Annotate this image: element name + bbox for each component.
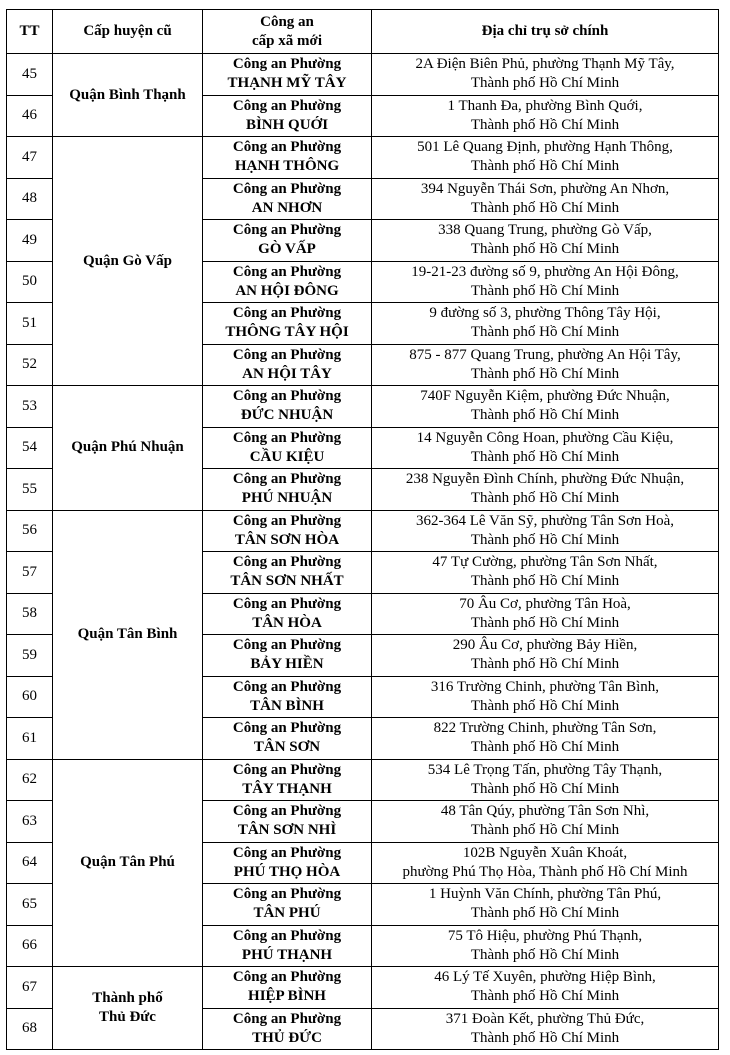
row-number: 50 [7, 261, 53, 303]
address-line-1: 290 Âu Cơ, phường Bảy Hiền, [452, 637, 638, 654]
header-unit-line2: cấp xã mới [252, 32, 322, 49]
address-line-2: Thành phố Hồ Chí Minh [470, 75, 620, 92]
new-police-unit-cell [203, 303, 372, 345]
headquarters-address-cell [372, 635, 719, 677]
unit-prefix: Công an Phường [232, 346, 342, 363]
address-line-1: 740F Nguyễn Kiệm, phường Đức Nhuận, [420, 388, 670, 405]
unit-prefix: Công an Phường [232, 471, 342, 488]
unit-prefix: Công an Phường [232, 803, 342, 820]
address-line-1: 394 Nguyễn Thái Sơn, phường An Nhơn, [420, 180, 670, 197]
address-line-2: Thành phố Hồ Chí Minh [470, 573, 620, 590]
address-line-2: Thành phố Hồ Chí Minh [470, 158, 620, 175]
row-number: 49 [7, 220, 53, 262]
address-line-1: 75 Tô Hiệu, phường Phú Thạnh, [447, 927, 643, 944]
unit-ward-name: TÂN SƠN NHẤT [230, 573, 344, 590]
table-row [7, 510, 719, 552]
row-number: 52 [7, 344, 53, 386]
headquarters-address-cell [372, 95, 719, 137]
address-line-1: 2A Điện Biên Phủ, phường Thạnh Mỹ Tây, [415, 56, 675, 73]
new-police-unit-cell [203, 386, 372, 428]
new-police-unit-cell [203, 635, 372, 677]
headquarters-address-cell [372, 220, 719, 262]
address-line-1: 46 Lý Tế Xuyên, phường Hiệp Bình, [434, 969, 656, 986]
unit-ward-name: TÂY THẠNH [242, 780, 332, 797]
unit-ward-name: TÂN BÌNH [250, 697, 324, 714]
unit-prefix: Công an Phường [232, 678, 342, 695]
table-row [7, 386, 719, 428]
address-line-1: 875 - 877 Quang Trung, phường An Hội Tây, [409, 346, 681, 363]
table-row [7, 137, 719, 179]
row-number: 61 [7, 718, 53, 760]
row-number: 60 [7, 676, 53, 718]
unit-ward-name: TÂN SƠN HÒA [234, 531, 340, 548]
unit-prefix: Công an Phường [232, 1010, 342, 1027]
address-line-1: 338 Quang Trung, phường Gò Vấp, [438, 222, 652, 239]
headquarters-address-cell [372, 759, 719, 801]
unit-ward-name: HẠNH THÔNG [234, 158, 340, 175]
address-line-2: Thành phố Hồ Chí Minh [470, 697, 620, 714]
address-line-2: Thành phố Hồ Chí Minh [470, 739, 620, 756]
unit-prefix: Công an Phường [232, 720, 342, 737]
address-line-1: 47 Tự Cường, phường Tân Sơn Nhất, [432, 554, 658, 571]
address-line-2: Thành phố Hồ Chí Minh [470, 365, 620, 382]
address-line-2: Thành phố Hồ Chí Minh [470, 241, 620, 258]
unit-prefix: Công an Phường [232, 305, 342, 322]
address-line-1: 316 Trường Chinh, phường Tân Bình, [430, 678, 660, 695]
address-line-2: Thành phố Hồ Chí Minh [470, 282, 620, 299]
old-district-cell [53, 759, 203, 967]
unit-prefix: Công an Phường [232, 388, 342, 405]
unit-prefix: Công an Phường [232, 139, 342, 156]
address-line-1: 9 đường số 3, phường Thông Tây Hội, [429, 305, 661, 322]
new-police-unit-cell [203, 967, 372, 1009]
old-district-name: Thủ Đức [99, 1009, 156, 1025]
row-number: 48 [7, 178, 53, 220]
row-number: 46 [7, 95, 53, 137]
table-row [7, 54, 719, 96]
unit-ward-name: CẦU KIỆU [249, 448, 325, 465]
header-unit [203, 10, 372, 54]
address-line-2: Thành phố Hồ Chí Minh [470, 490, 620, 507]
headquarters-address-cell [372, 718, 719, 760]
new-police-unit-cell [203, 54, 372, 96]
headquarters-address-cell [372, 925, 719, 967]
unit-ward-name: TÂN PHÚ [253, 905, 321, 922]
unit-prefix: Công an Phường [232, 761, 342, 778]
unit-prefix: Công an Phường [232, 886, 342, 903]
headquarters-address-cell [372, 801, 719, 843]
address-line-1: 1 Huỳnh Văn Chính, phường Tân Phú, [428, 886, 662, 903]
row-number: 58 [7, 593, 53, 635]
headquarters-address-cell [372, 552, 719, 594]
row-number: 55 [7, 469, 53, 511]
address-line-1: 48 Tân Qúy, phường Tân Sơn Nhì, [440, 803, 650, 820]
new-police-unit-cell [203, 95, 372, 137]
old-district-name: Quận Gò Vấp [83, 252, 172, 269]
old-district-cell [53, 967, 203, 1050]
new-police-unit-cell [203, 676, 372, 718]
address-line-1: 501 Lê Quang Định, phường Hạnh Thông, [417, 139, 673, 156]
new-police-unit-cell [203, 137, 372, 179]
address-line-2: Thành phố Hồ Chí Minh [470, 946, 620, 963]
headquarters-address-cell [372, 427, 719, 469]
row-number: 53 [7, 386, 53, 428]
old-district-cell [53, 137, 203, 386]
address-line-2: Thành phố Hồ Chí Minh [470, 822, 620, 839]
unit-prefix: Công an Phường [232, 637, 342, 654]
unit-ward-name: PHÚ THẠNH [241, 946, 333, 963]
address-line-1: 238 Nguyễn Đình Chính, phường Đức Nhuận, [405, 471, 685, 488]
row-number: 64 [7, 842, 53, 884]
address-line-1: 14 Nguyễn Công Hoan, phường Cầu Kiệu, [416, 429, 674, 446]
old-district-name: Quận Bình Thạnh [69, 86, 186, 103]
unit-ward-name: AN HỘI TÂY [242, 365, 332, 382]
old-district-name: Thành phố [92, 990, 163, 1006]
new-police-unit-cell [203, 718, 372, 760]
row-number: 47 [7, 137, 53, 179]
address-line-1: 102B Nguyễn Xuân Khoát, [462, 844, 628, 861]
header-unit-line1: Công an [260, 13, 314, 30]
unit-prefix: Công an Phường [232, 222, 342, 239]
row-number: 67 [7, 967, 53, 1009]
new-police-unit-cell [203, 842, 372, 884]
address-line-2: Thành phố Hồ Chí Minh [470, 531, 620, 548]
row-number: 59 [7, 635, 53, 677]
headquarters-address-cell [372, 344, 719, 386]
old-district-name: Quận Tân Phú [80, 854, 175, 871]
unit-prefix: Công an Phường [232, 595, 342, 612]
unit-ward-name: TÂN SƠN [253, 739, 321, 756]
unit-prefix: Công an Phường [232, 512, 342, 529]
address-line-2: Thành phố Hồ Chí Minh [470, 199, 620, 216]
row-number: 68 [7, 1008, 53, 1050]
address-line-2: Thành phố Hồ Chí Minh [470, 448, 620, 465]
unit-prefix: Công an Phường [232, 429, 342, 446]
address-line-2: Thành phố Hồ Chí Minh [470, 656, 620, 673]
old-district-name: Quận Phú Nhuận [71, 439, 184, 456]
old-district-cell [53, 54, 203, 137]
header-tt: TT [7, 10, 53, 54]
unit-ward-name: AN HỘI ĐÔNG [235, 282, 339, 299]
new-police-unit-cell [203, 344, 372, 386]
address-line-1: 19-21-23 đường số 9, phường An Hội Đông, [411, 263, 679, 280]
new-police-unit-cell [203, 469, 372, 511]
new-police-unit-cell [203, 261, 372, 303]
new-police-unit-cell [203, 427, 372, 469]
headquarters-address-cell [372, 967, 719, 1009]
headquarters-address-cell [372, 386, 719, 428]
new-police-unit-cell [203, 593, 372, 635]
police-units-table [6, 9, 719, 1050]
headquarters-address-cell [372, 261, 719, 303]
unit-prefix: Công an Phường [232, 56, 342, 73]
headquarters-address-cell [372, 1008, 719, 1050]
address-line-2: Thành phố Hồ Chí Minh [470, 988, 620, 1005]
headquarters-address-cell [372, 469, 719, 511]
row-number: 62 [7, 759, 53, 801]
old-district-name: Quận Tân Bình [77, 626, 178, 642]
unit-ward-name: ĐỨC NHUẬN [240, 407, 334, 424]
row-number: 57 [7, 552, 53, 594]
unit-ward-name: BÌNH QUỚI [245, 116, 329, 133]
row-number: 51 [7, 303, 53, 345]
unit-ward-name: THỦ ĐỨC [252, 1029, 322, 1046]
unit-ward-name: THÔNG TÂY HỘI [225, 324, 349, 341]
new-police-unit-cell [203, 759, 372, 801]
unit-ward-name: HIỆP BÌNH [248, 988, 326, 1005]
unit-ward-name: AN NHƠN [251, 199, 323, 216]
new-police-unit-cell [203, 925, 372, 967]
row-number: 66 [7, 925, 53, 967]
address-line-1: 371 Đoàn Kết, phường Thủ Đức, [445, 1010, 645, 1027]
address-line-2: Thành phố Hồ Chí Minh [470, 1029, 620, 1046]
row-number: 45 [7, 54, 53, 96]
headquarters-address-cell [372, 676, 719, 718]
address-line-2: Thành phố Hồ Chí Minh [470, 116, 620, 133]
row-number: 56 [7, 510, 53, 552]
unit-ward-name: GÒ VẤP [258, 241, 316, 258]
unit-ward-name: TÂN SƠN NHÌ [237, 822, 337, 839]
headquarters-address-cell [372, 178, 719, 220]
address-line-1: 822 Trường Chinh, phường Tân Sơn, [433, 720, 657, 737]
unit-ward-name: PHÚ NHUẬN [241, 490, 333, 507]
unit-prefix: Công an Phường [232, 969, 342, 986]
address-line-1: 534 Lê Trọng Tấn, phường Tây Thạnh, [427, 761, 663, 778]
address-line-2: Thành phố Hồ Chí Minh [470, 407, 620, 424]
row-number: 63 [7, 801, 53, 843]
new-police-unit-cell [203, 1008, 372, 1050]
new-police-unit-cell [203, 510, 372, 552]
new-police-unit-cell [203, 552, 372, 594]
row-number: 65 [7, 884, 53, 926]
address-line-2: Thành phố Hồ Chí Minh [470, 324, 620, 341]
headquarters-address-cell [372, 303, 719, 345]
new-police-unit-cell [203, 178, 372, 220]
table-row [7, 759, 719, 801]
headquarters-address-cell [372, 884, 719, 926]
unit-ward-name: TÂN HÒA [252, 614, 322, 631]
old-district-cell [53, 386, 203, 511]
address-line-2: Thành phố Hồ Chí Minh [470, 905, 620, 922]
unit-ward-name: BẢY HIỀN [250, 656, 324, 673]
row-number: 54 [7, 427, 53, 469]
address-line-2: phường Phú Thọ Hòa, Thành phố Hồ Chí Minh [402, 863, 688, 880]
table-body [7, 54, 719, 1050]
headquarters-address-cell [372, 842, 719, 884]
table-row [7, 967, 719, 1009]
unit-prefix: Công an Phường [232, 844, 342, 861]
headquarters-address-cell [372, 137, 719, 179]
unit-prefix: Công an Phường [232, 927, 342, 944]
new-police-unit-cell [203, 801, 372, 843]
unit-prefix: Công an Phường [232, 263, 342, 280]
unit-prefix: Công an Phường [232, 554, 342, 571]
header-district: Cấp huyện cũ [53, 10, 203, 54]
unit-prefix: Công an Phường [232, 97, 342, 114]
headquarters-address-cell [372, 54, 719, 96]
header-address: Địa chỉ trụ sở chính [372, 10, 719, 54]
headquarters-address-cell [372, 510, 719, 552]
new-police-unit-cell [203, 220, 372, 262]
address-line-1: 70 Âu Cơ, phường Tân Hoà, [459, 595, 631, 612]
headquarters-address-cell [372, 593, 719, 635]
address-line-1: 362-364 Lê Văn Sỹ, phường Tân Sơn Hoà, [415, 512, 674, 529]
address-line-2: Thành phố Hồ Chí Minh [470, 614, 620, 631]
unit-ward-name: PHÚ THỌ HÒA [233, 863, 341, 880]
new-police-unit-cell [203, 884, 372, 926]
table-header-row [7, 10, 719, 54]
address-line-1: 1 Thanh Đa, phường Bình Quới, [447, 97, 643, 114]
unit-ward-name: THẠNH MỸ TÂY [227, 75, 347, 92]
address-line-2: Thành phố Hồ Chí Minh [470, 780, 620, 797]
unit-prefix: Công an Phường [232, 180, 342, 197]
old-district-cell [53, 510, 203, 759]
